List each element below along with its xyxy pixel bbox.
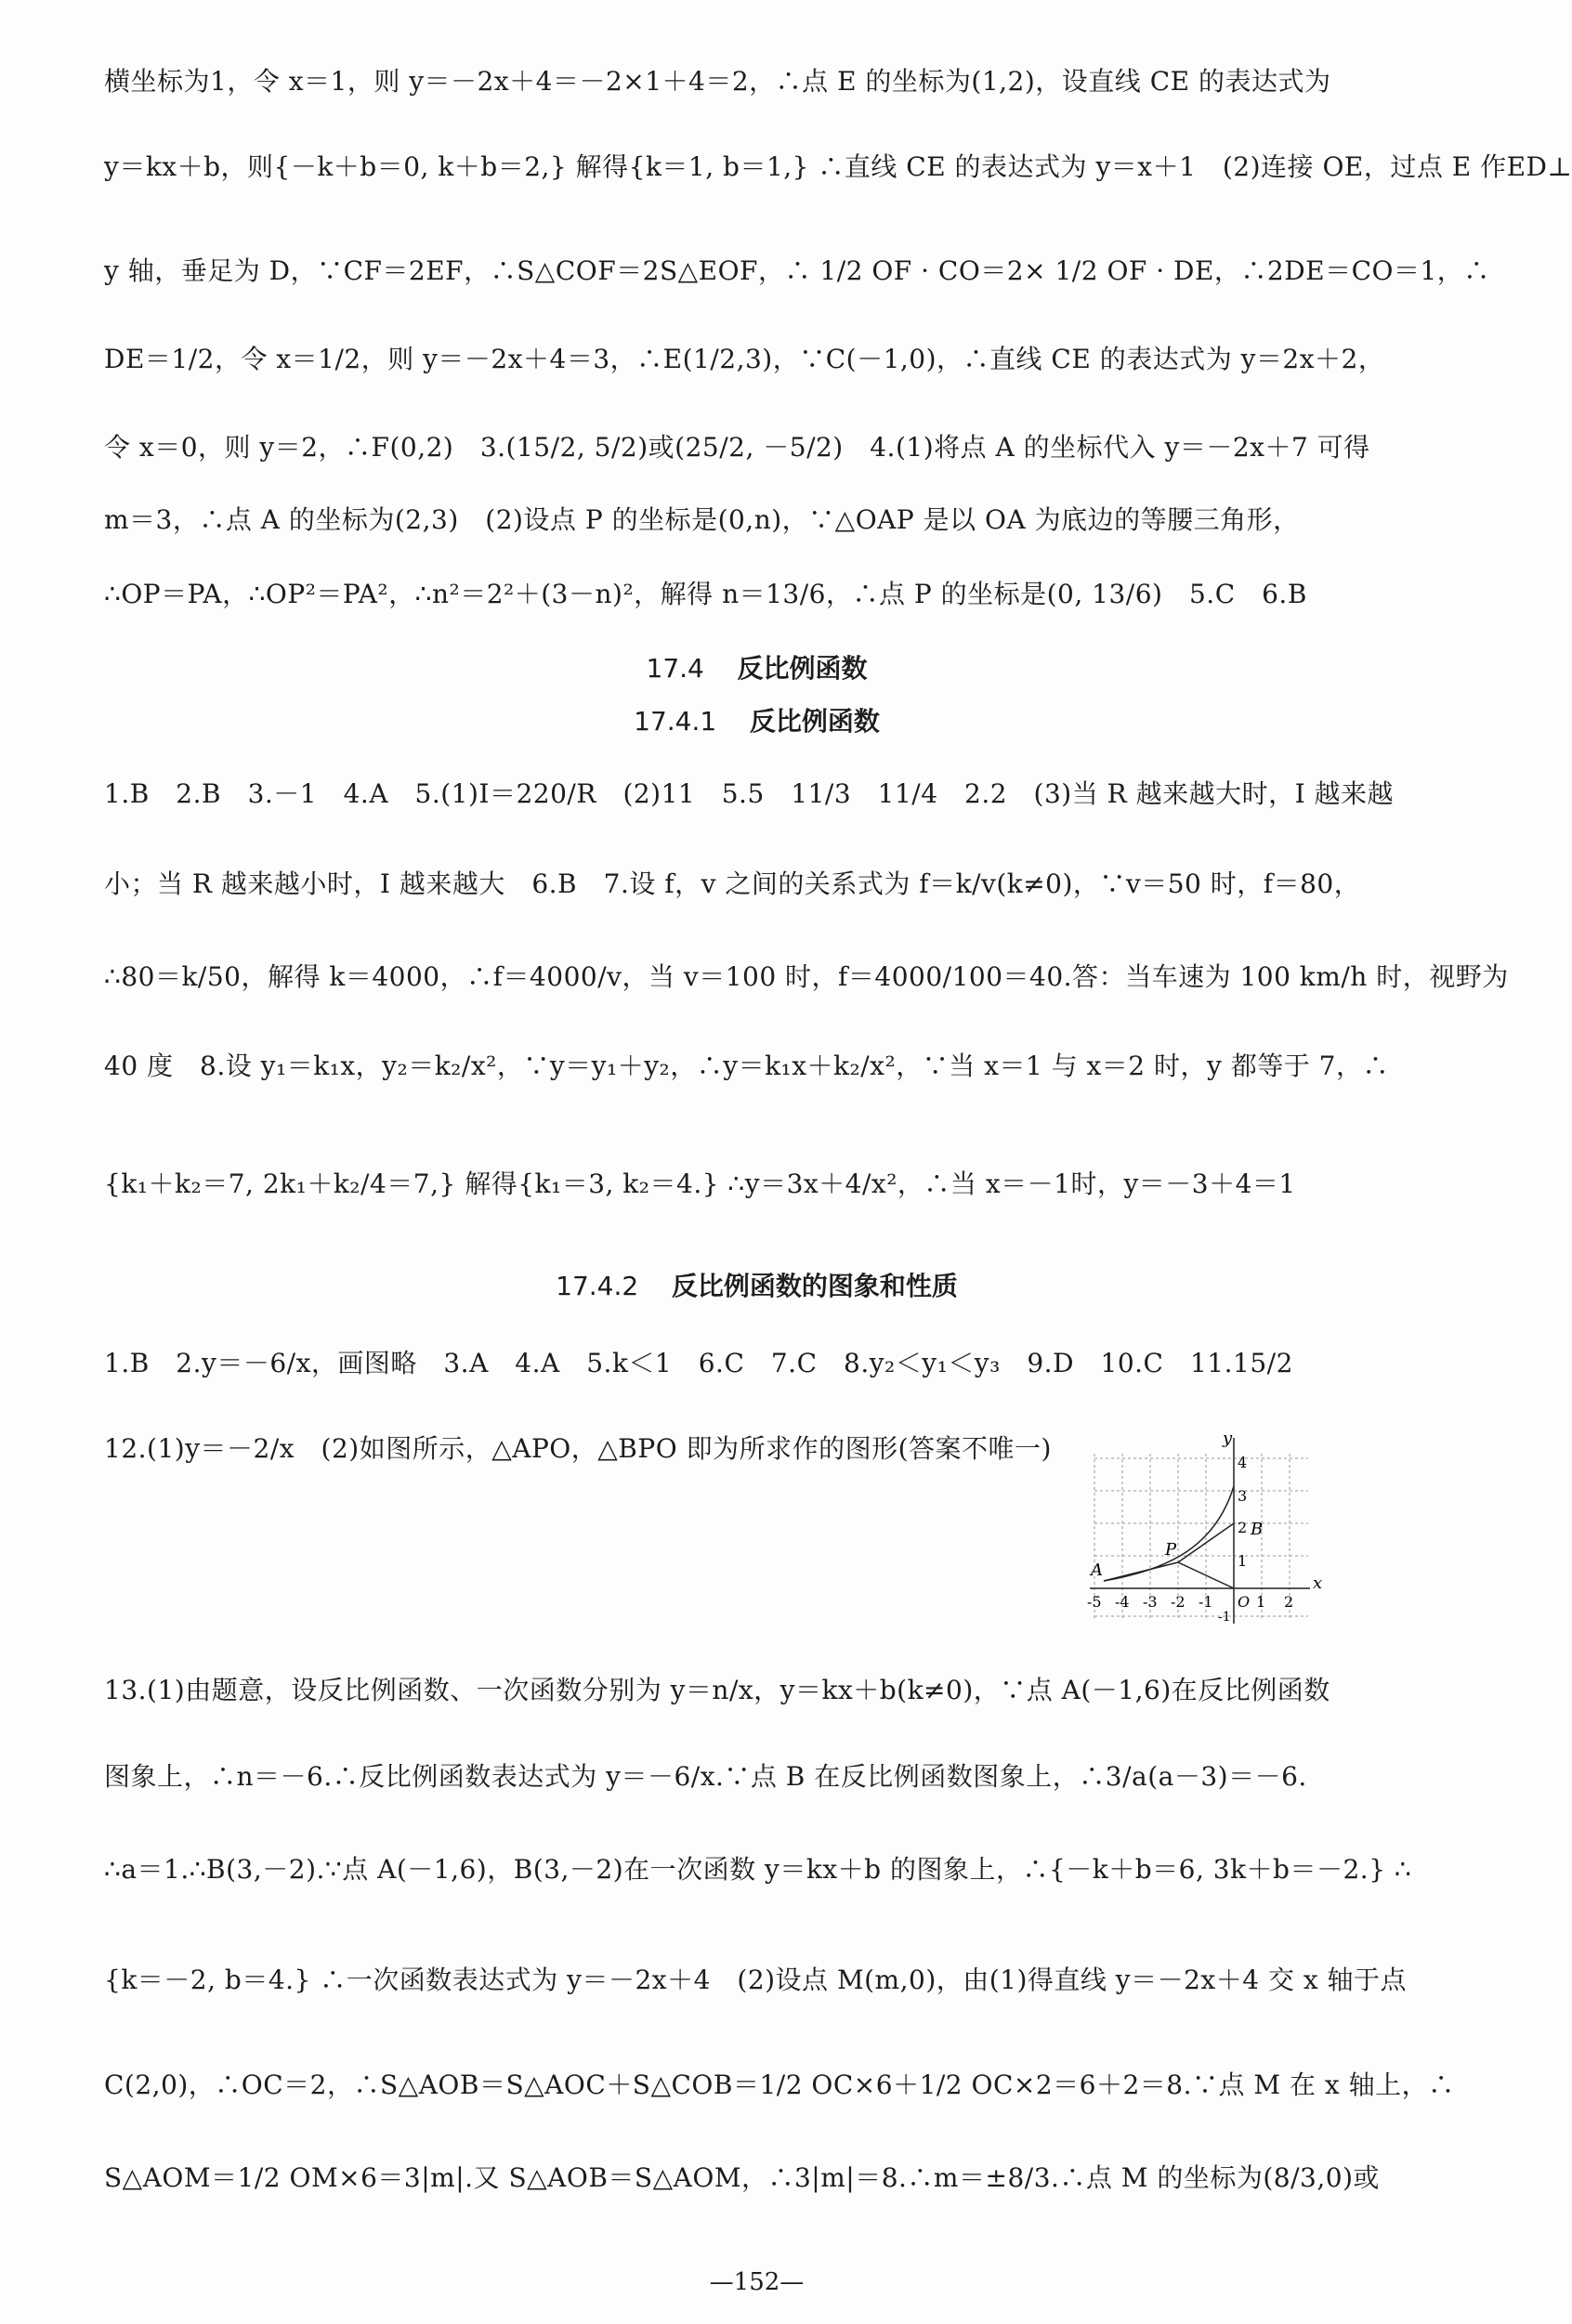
section-heading xyxy=(0,650,1513,687)
subsection-title: 反比例函数 xyxy=(749,706,880,737)
text-line: 13.(1)由题意，设反比例函数、一次函数分别为 y＝n/x，y＝kx＋b(k≠0)，∵点 A(－1,6)在反比例函数 xyxy=(104,1675,1330,1705)
text-line: m＝3，∴点 A 的坐标为(2,3) (2)设点 P 的坐标是(0,n)，∵△OAP 是以 OA 为底边的等腰三角形， xyxy=(104,504,1300,535)
subsection-heading xyxy=(0,703,1513,740)
point-label-p: P xyxy=(1165,1540,1177,1560)
text-line: 小；当 R 越来越小时，I 越来越大 6.B 7.设 f，v 之间的关系式为 f＝k/v(k≠0)，∵v＝50 时，f＝80， xyxy=(104,868,1361,899)
text-line: ∴80＝k/50，解得 k＝4000，∴f＝4000/v，当 v＝100 时，f＝4000/100＝40.答：当车速为 100 km/h 时，视野为 xyxy=(104,961,1509,992)
subsection-title: 反比例函数的图象和性质 xyxy=(671,1271,958,1301)
text-line: 1.B 2.B 3.－1 4.A 5.(1)I＝220/R (2)11 5.5 11/3 11/4 2.2 (3)当 R 越来越大时，I 越来越 xyxy=(104,778,1395,809)
y-tick-label: 1 xyxy=(1238,1552,1248,1570)
origin-label: O xyxy=(1238,1593,1251,1611)
text-line: ∴OP＝PA，∴OP²＝PA²，∴n²＝2²＋(3－n)²，解得 n＝13/6，∴点 P 的坐标是(0, 13/6) 5.C 6.B xyxy=(104,579,1307,609)
subsection-heading xyxy=(0,1268,1513,1305)
coordinate-graph xyxy=(1085,1429,1323,1625)
y-axis-label: y xyxy=(1223,1429,1233,1448)
x-tick-label: -3 xyxy=(1143,1593,1158,1611)
x-tick-label: -5 xyxy=(1087,1593,1102,1611)
text-line: ∴a＝1.∴B(3,－2).∵点 A(－1,6)，B(3,－2)在一次函数 y＝kx＋b 的图象上，∴{－k＋b＝6, 3k＋b＝－2.} ∴ xyxy=(104,1854,1412,1885)
text-line: 图象上，∴n＝－6.∴反比例函数表达式为 y＝－6/x.∵点 B 在反比例函数图象上，∴3/a(a－3)＝－6. xyxy=(104,1761,1307,1792)
point-label-a: A xyxy=(1091,1560,1103,1580)
curve xyxy=(1104,1486,1234,1581)
text-line: 横坐标为1，令 x＝1，则 y＝－2x＋4＝－2×1＋4＝2，∴点 E 的坐标为(1,2)，设直线 CE 的表达式为 xyxy=(104,66,1331,97)
text-line: y 轴，垂足为 D，∵CF＝2EF，∴S△COF＝2S△EOF，∴ 1/2 OF · CO＝2× 1/2 OF · DE，∴2DE＝CO＝1，∴ xyxy=(104,255,1490,286)
text-line: {k＝－2, b＝4.} ∴一次函数表达式为 y＝－2x＋4 (2)设点 M(m,0)，由(1)得直线 y＝－2x＋4 交 x 轴于点 xyxy=(104,1965,1408,1995)
text-line: y＝kx＋b，则{－k＋b＝0, k＋b＝2,} 解得{k＝1, b＝1,} ∴直线 CE 的表达式为 y＝x＋1 (2)连接 OE，过点 E 作ED⊥ xyxy=(104,151,1572,182)
x-tick-label: 1 xyxy=(1256,1593,1266,1611)
text-line: 12.(1)y＝－2/x (2)如图所示，△APO，△BPO 即为所求作的图形(答案不唯一) xyxy=(104,1433,1052,1464)
text-line: 令 x＝0，则 y＝2，∴F(0,2) 3.(15/2, 5/2)或(25/2, －5/2) 4.(1)将点 A 的坐标代入 y＝－2x＋7 可得 xyxy=(104,432,1370,463)
subsection-number: 17.4.1 xyxy=(634,706,717,737)
section-title: 反比例函数 xyxy=(737,653,868,684)
y-tick-label: 2 xyxy=(1238,1519,1248,1536)
text-line: S△AOM＝1/2 OM×6＝3|m|.又 S△AOB＝S△AOM，∴3|m|＝8.∴m＝±8/3.∴点 M 的坐标为(8/3,0)或 xyxy=(104,2162,1381,2193)
text-line: {k₁＋k₂＝7, 2k₁＋k₂/4＝7,} 解得{k₁＝3, k₂＝4.} ∴y＝3x＋4/x²，∴当 x＝－1时，y＝－3＋4＝1 xyxy=(104,1169,1296,1199)
point-label-b: B xyxy=(1251,1520,1264,1539)
text-line: C(2,0)，∴OC＝2，∴S△AOB＝S△AOC＋S△COB＝1/2 OC×6＋1/2 OC×2＝6＋2＝8.∵点 M 在 x 轴上，∴ xyxy=(104,2069,1455,2100)
text-line: 1.B 2.y＝－6/x，画图略 3.A 4.A 5.k＜1 6.C 7.C 8.y₂＜y₁＜y₃ 9.D 10.C 11.15/2 xyxy=(104,1348,1293,1378)
page-number: —152— xyxy=(709,2268,805,2296)
x-tick-label: 2 xyxy=(1284,1593,1294,1611)
text-line: 40 度 8.设 y₁＝k₁x，y₂＝k₂/x²，∵y＝y₁＋y₂，∴y＝k₁x＋k₂/x²，∵当 x＝1 与 x＝2 时，y 都等于 7，∴ xyxy=(104,1051,1389,1081)
y-tick-label: -1 xyxy=(1218,1610,1231,1625)
text-line: DE＝1/2，令 x＝1/2，则 y＝－2x＋4＝3，∴E(1/2,3)，∵C(－1,0)，∴直线 CE 的表达式为 y＝2x＋2， xyxy=(104,344,1385,374)
x-tick-label: -4 xyxy=(1115,1593,1130,1611)
x-tick-label: -1 xyxy=(1199,1593,1213,1611)
y-tick-label: 4 xyxy=(1238,1454,1248,1471)
x-tick-label: -2 xyxy=(1171,1593,1186,1611)
x-axis-label: x xyxy=(1313,1573,1323,1593)
segment-ap xyxy=(1104,1562,1178,1581)
section-number: 17.4 xyxy=(646,653,704,684)
y-tick-label: 3 xyxy=(1238,1487,1248,1505)
subsection-number: 17.4.2 xyxy=(556,1271,639,1301)
